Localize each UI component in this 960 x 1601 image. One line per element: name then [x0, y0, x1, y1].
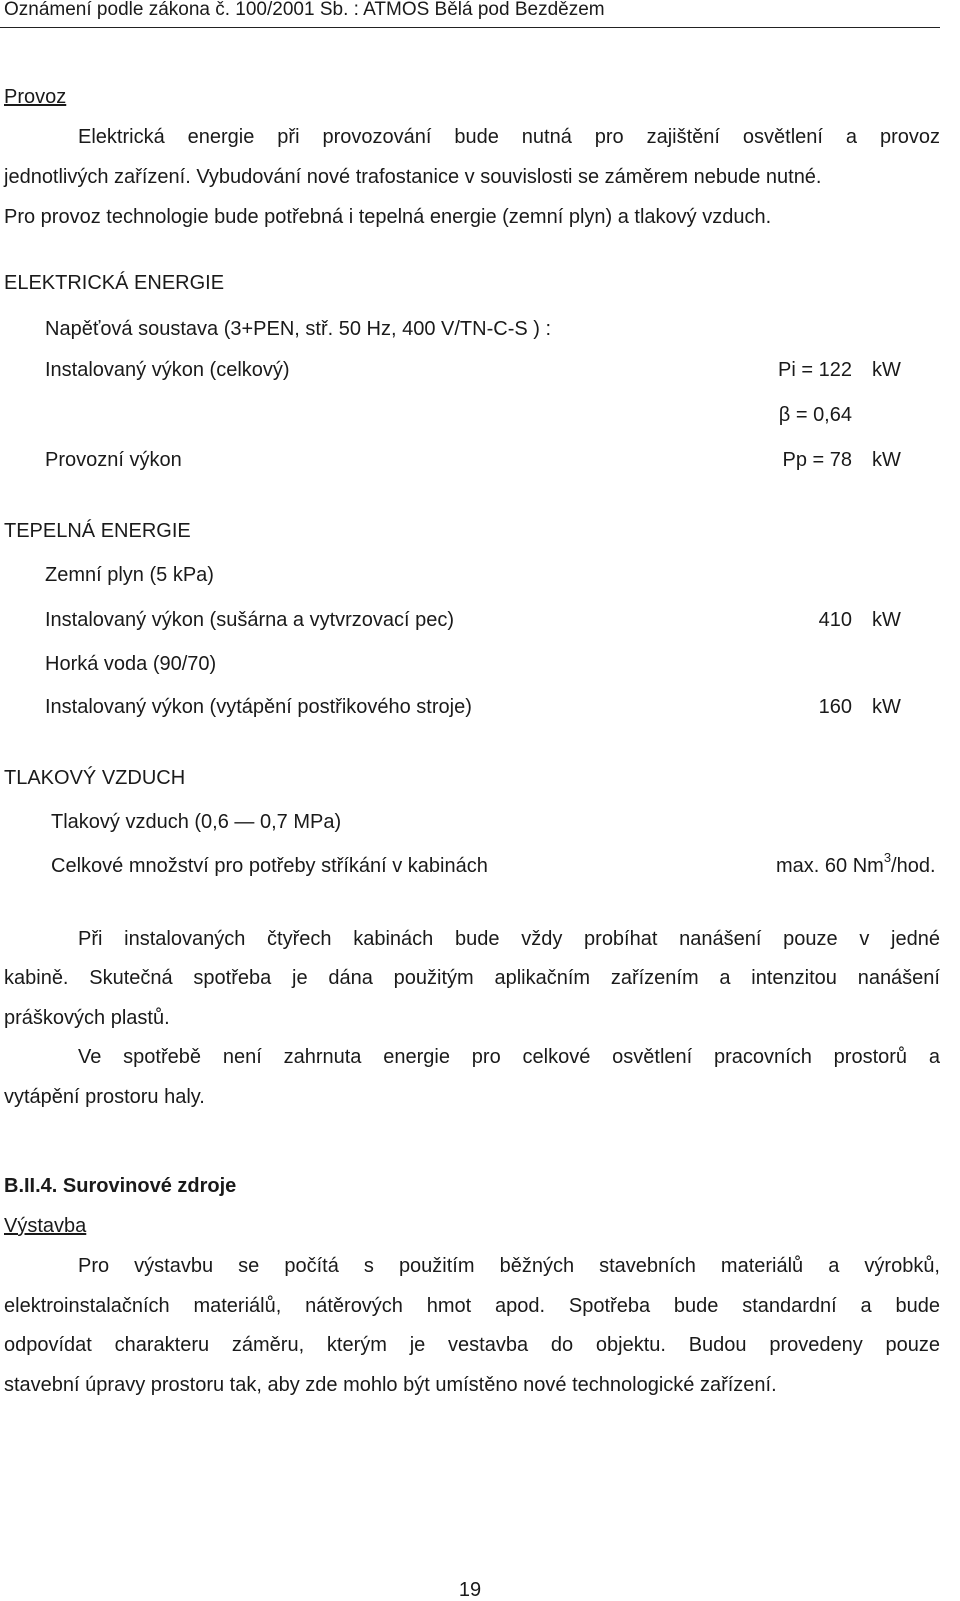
gas-installed-value: 410 [818, 609, 852, 631]
gas-installed-label: Instalovaný výkon (sušárna a vytvrzovací pec) [45, 609, 455, 631]
gas-installed-unit: kW [872, 609, 901, 631]
installed-power-label: Instalovaný výkon (celkový) [45, 359, 290, 381]
air-total-value: max. 60 Nm$^3$/hod. [776, 850, 936, 877]
page-header: Oznámení podle zákona č. 100/2001 Sb. : ATMOS Bělá pod Bezdězem [4, 0, 605, 20]
operating-power-label: Provozní výkon [45, 449, 182, 471]
note-1-line-2: kabině. Skutečná spotřeba je dána použitým aplikačním zařízením a intenzitou nanášení [4, 967, 940, 989]
water-installed-unit: kW [872, 696, 901, 718]
section-title: Surovinové zdroje [62, 1175, 237, 1197]
vystavba-line-4: stavební úpravy prostoru tak, aby zde mohlo být umístěno nové technologické zařízení. [4, 1374, 777, 1396]
operating-power-unit: kW [872, 449, 901, 471]
header-rule [0, 27, 940, 28]
note-2-line-1: Ve spotřebě není zahrnuta energie pro celkové osvětlení pracovních prostorů a [78, 1046, 940, 1068]
provoz-line-2: jednotlivých zařízení. Vybudování nové trafostanice v souvislosti se záměrem nebude nutné. [4, 166, 822, 188]
beta-coefficient: β = 0,64 [778, 404, 852, 426]
section-number: B.II.4. [4, 1175, 58, 1197]
vzduch-heading: TLAKOVÝ VZDUCH [4, 767, 186, 789]
provoz-heading: Provoz [4, 86, 67, 108]
vystavba-line-1: Pro výstavbu se počítá s použitím běžných stavebních materiálů a výrobků, [78, 1255, 940, 1277]
note-1-line-1: Při instalovaných čtyřech kabinách bude vždy probíhat nanášení pouze v jedné [78, 928, 940, 950]
operating-power-value: Pp = 78 [782, 449, 852, 471]
natural-gas: Zemní plyn (5 kPa) [45, 564, 214, 586]
page-number: 19 [458, 1579, 482, 1601]
provoz-line-1: Elektrická energie při provozování bude nutná pro zajištění osvětlení a provoz [78, 126, 940, 148]
voltage-system: Napěťová soustava (3+PEN, stř. 50 Hz, 400 V/TN-C-S ) : [45, 318, 552, 340]
superscript-3: 3 [883, 850, 892, 866]
installed-power-unit: kW [872, 359, 901, 381]
elektricka-heading: ELEKTRICKÁ ENERGIE [4, 272, 225, 294]
section-heading [4, 1176, 236, 1196]
vystavba-subheading: Výstavba [4, 1215, 87, 1237]
installed-power-value: Pi = 122 [778, 359, 852, 381]
note-1-line-3: práškových plastů. [4, 1007, 170, 1029]
vystavba-line-2: elektroinstalačních materiálů, nátěrových hmot apod. Spotřeba bude standardní a bude [4, 1295, 940, 1317]
air-total-label: Celkové množství pro potřeby stříkání v kabinách [51, 855, 488, 877]
provoz-line-3: Pro provoz technologie bude potřebná i tepelná energie (zemní plyn) a tlakový vzduch. [4, 206, 772, 228]
note-2-line-2: vytápění prostoru haly. [4, 1086, 205, 1108]
air-pressure: Tlakový vzduch (0,6 — 0,7 MPa) [51, 811, 342, 833]
water-installed-label: Instalovaný výkon (vytápění postřikového stroje) [45, 696, 472, 718]
vystavba-line-3: odpovídat charakteru záměru, kterým je vestavba do objektu. Budou provedeny pouze [4, 1334, 940, 1356]
tepelna-heading: TEPELNÁ ENERGIE [4, 520, 191, 542]
hot-water: Horká voda (90/70) [45, 653, 217, 675]
water-installed-value: 160 [818, 696, 852, 718]
